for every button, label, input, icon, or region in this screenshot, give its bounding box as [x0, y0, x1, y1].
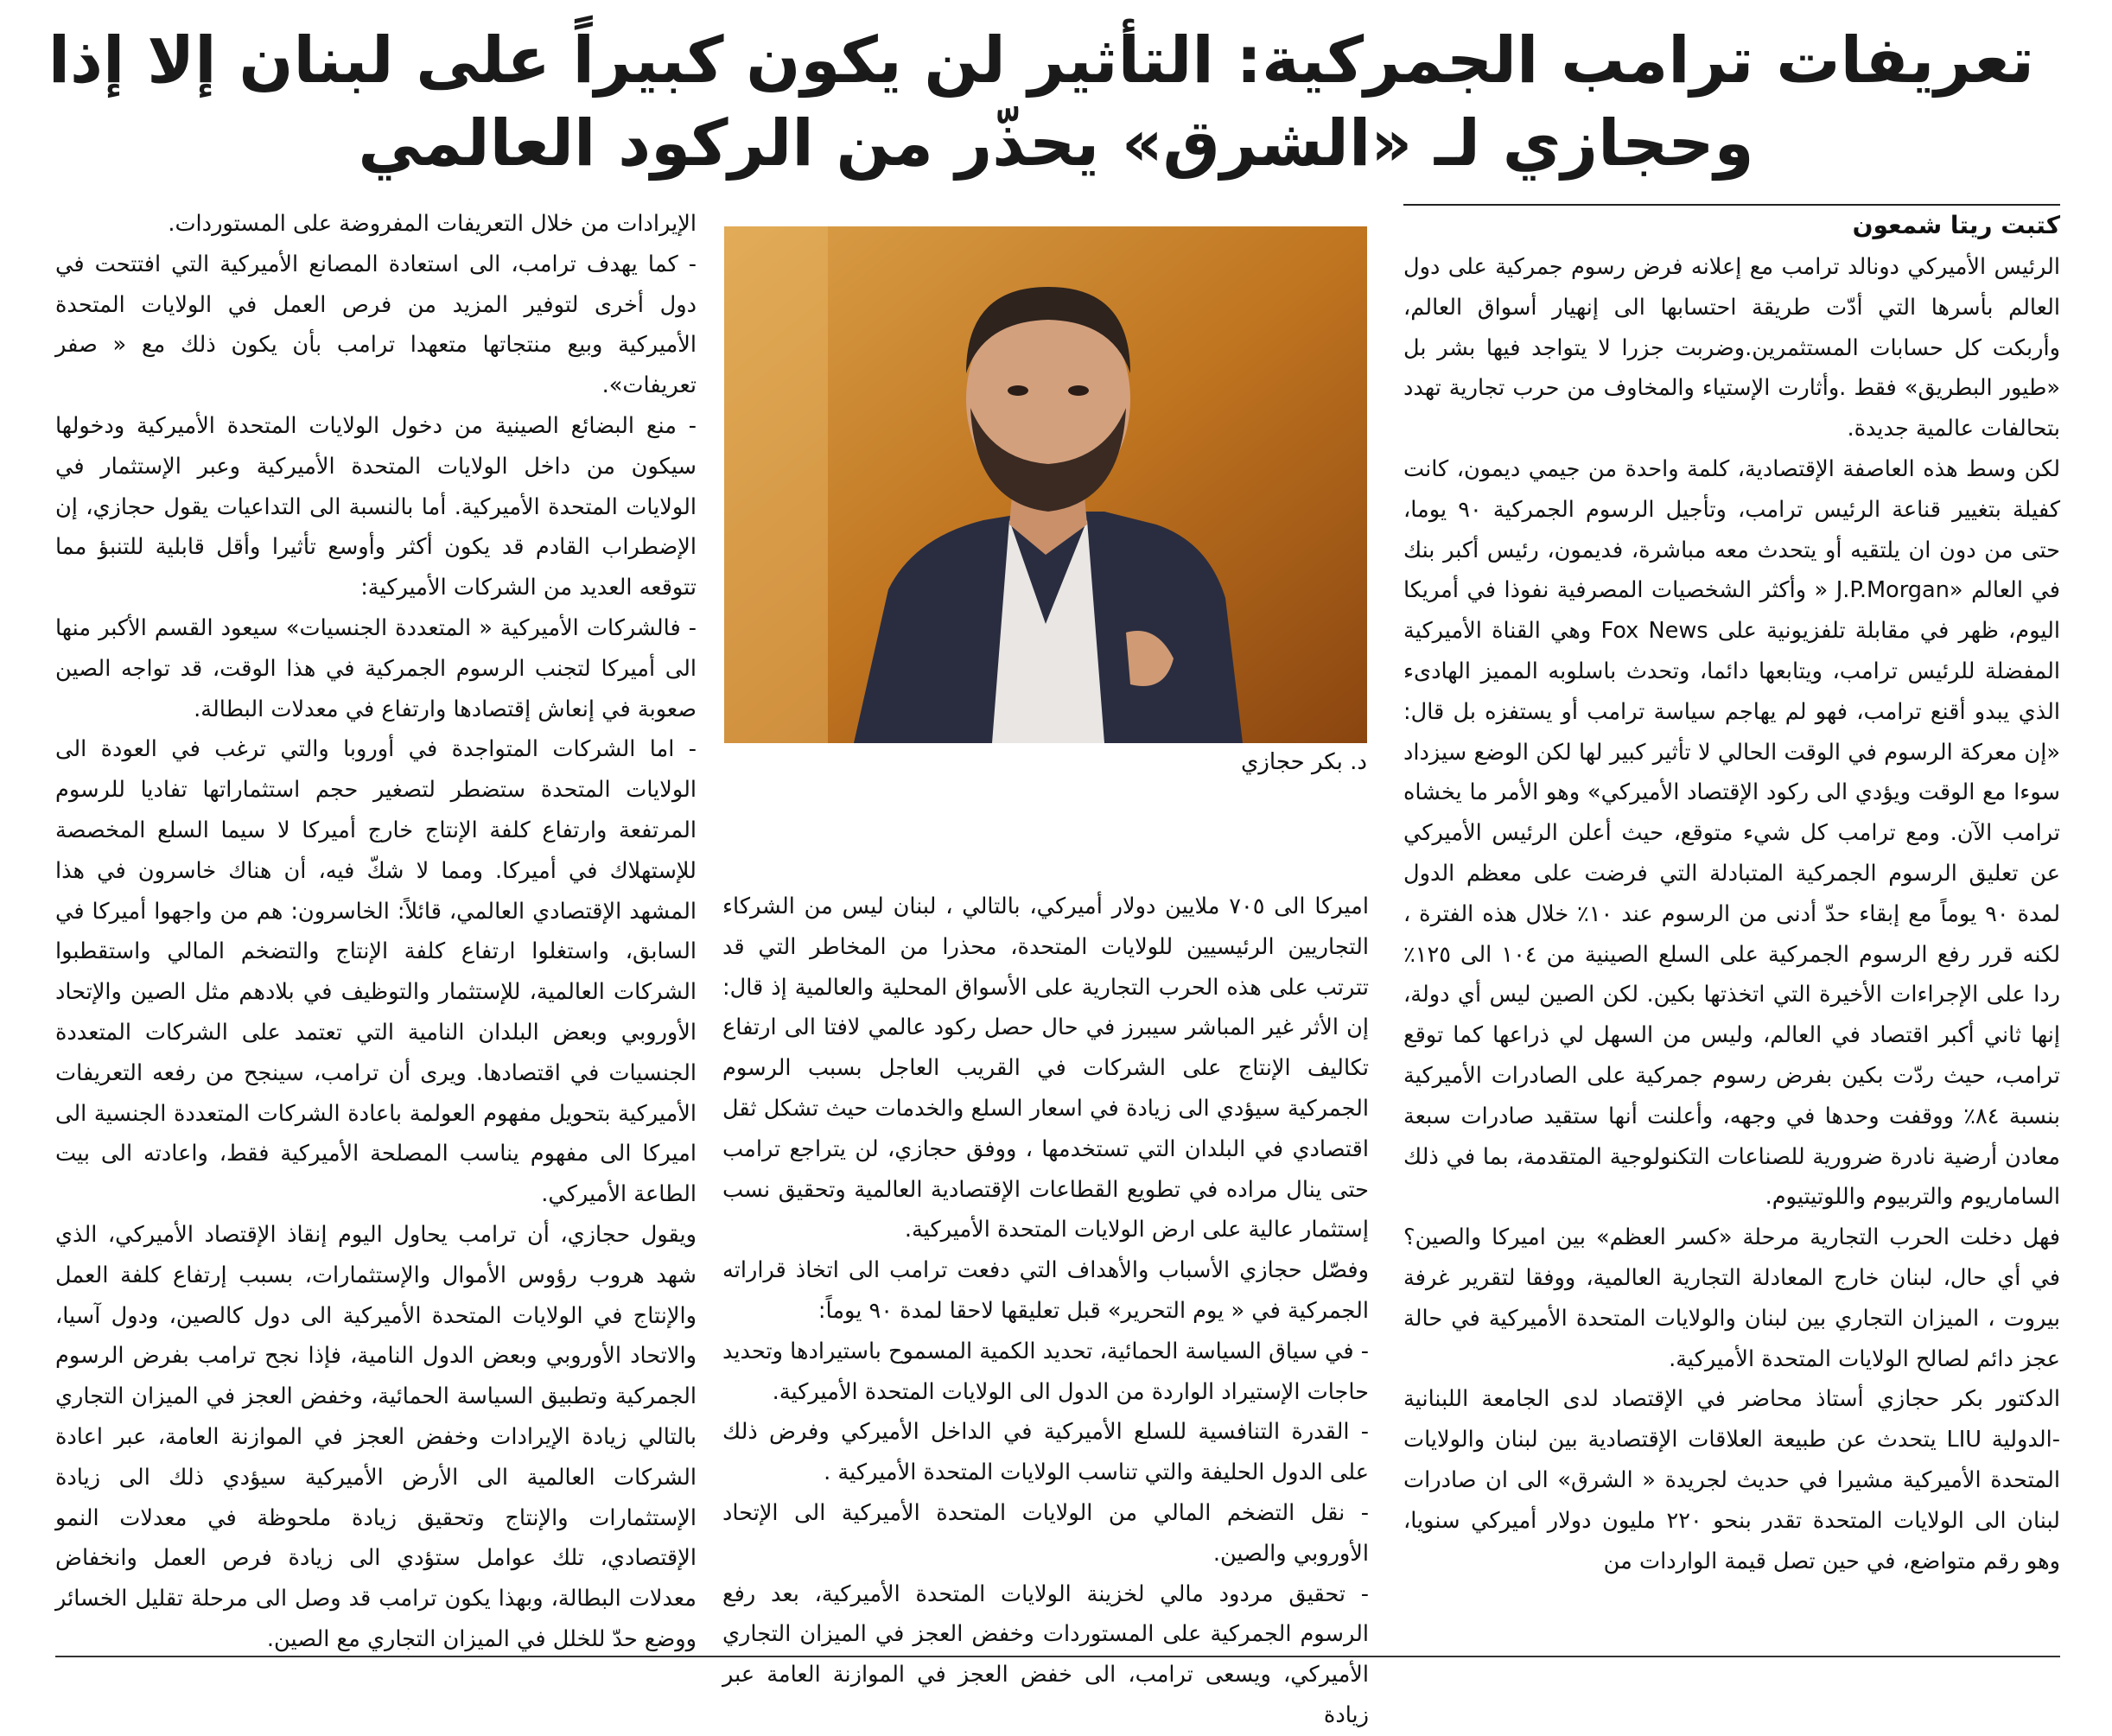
paragraph: ويقول حجازي، أن ترامب يحاول اليوم إنقاذ الإقتصاد الأميركي، الذي شهد هروب رؤوس الأموال والإستثمارات، بسبب إرتفاع كلفة العمل والإنتاج في الولايات المتحدة الأميركية الى دول كالصين، ودول آسيا، والاتحاد الأوروبي وبعض الدول النامية، فإذا نجح ترامب بفرض الرسوم الجمركية وتطبيق السياسة الحمائية، وخفض العجز في الميزان التجاري بالتالي زيادة الإيرادات وخفض العجز في الموازنة العامة، عبر اعادة الشركات العالمية الى الأرض الأميركية سيؤدي ذلك الى زيادة الإستثمارات والإنتاج وتحقيق زيادة ملحوظة في معدلات النمو الإقتصادي، تلك عوامل ستؤدي الى زيادة فرص العمل وانخفاض معدلات البطالة، وبهذا يكون ترامب قد وصل الى مرحلة تقليل الخسائر ووضع حدّ للخلل في الميزان التجاري مع الصين.: [55, 1221, 697, 1652]
headline-line-1: تعريفات ترامب الجمركية: التأثير لن يكون كبيراً على لبنان إلا إذا: [48, 23, 2034, 98]
paragraph: الإيرادات من خلال التعريفات المفروضة على المستوردات.: [168, 211, 697, 237]
article-column-left: [55, 204, 697, 1652]
paragraph: فهل دخلت الحرب التجارية مرحلة «كسر العظم» بين اميركا والصين؟ في أي حال، لبنان خارج المعادلة التجارية العالمية، ووفقا لتقرير غرفة بيروت ، الميزان التجاري بين لبنان والولايات المتحدة الأميركية في حالة عجز دائم لصالح الولايات المتحدة الأميركية.: [1403, 1224, 2060, 1372]
portrait-photo: [724, 226, 1367, 743]
photo-caption: د. بكر حجازي: [1241, 749, 1367, 775]
paragraph: لكن وسط هذه العاصفة الإقتصادية، كلمة واحدة من جيمي ديمون، كانت كفيلة بتغيير قناعة الرئيس ترامب، وتأجيل الرسوم الجمركية ٩٠ يوما، حتى من دون ان يلتقيه أو يتحدث معه مباشرة، فديمون، رئيس أكبر بنك في العالم «J.P.Morgan « وأكثر الشخصيات المصرفية نفوذا في أمريكا اليوم، ظهر في مقابلة تلفزيونية على Fox News وهي القناة الأميركية المفضلة للرئيس ترامب، ويتابعها دائما، وتحدث باسلوبه المميز الهادىء الذي يبدو أقنع ترامب، فهو لم يهاجم سياسة ترامب أو يستفزه بل قال: «إن معركة الرسوم في الوقت الحالي لا تأثير كبير لها لكن الوضع سيزداد سوءا مع الوقت ويؤدي الى ركود الإقتصاد الأميركي» وهو الأمر ما يخشاه ترامب الآن. ومع ترامب كل شيء متوقع، حيث أعلن الرئيس الأميركي عن تعليق الرسوم الجمركية المتبادلة التي فرضت على معظم الدول لمدة ٩٠ يوماً مع إبقاء حدّ أدنى من الرسوم عند ١٠٪ خلال هذه الفترة ، لكنه قرر رفع الرسوم الجمركية على السلع الصينية من ١٠٤ الى ١٢٥٪ ردا على الإجراءات الأخيرة التي اتخذتها بكين. لكن الصين ليس أي دولة، إنها ثاني أكبر اقتصاد في العالم، وليس من السهل لي ذراعها كما توقع ترامب، حيث ردّت بكين بفرض رسوم جمركية على الصادرات الأميركية بنسبة ٨٤٪ ووقفت وحدها في وجهه، وأعلنت أنها ستقيد صادرات سبعة معادن أرضية نادرة ضرورية للصناعات التكنولوجية المتقدمة، بما في ذلك الساماريوم والتربيوم واللوتيتيوم.: [1403, 455, 2061, 1211]
paragraph: - نقل التضخم المالي من الولايات المتحدة الأميركية الى الإتحاد الأوروبي والصين.: [722, 1499, 1369, 1567]
paragraph: - تحقيق مردود مالي لخزينة الولايات المتحدة الأميركية، بعد رفع الرسوم الجمركية على المستوردات وخفض العجز في الميزان التجاري الأميركي، ويسعى ترامب، الى خفض العجز في الموازنة العامة عبر زيادة: [722, 1580, 1369, 1728]
paragraph: اميركا الى ٧٠٥ ملايين دولار أميركي، بالتالي ، لبنان ليس من الشركاء التجاريين الرئيسيين للولايات المتحدة، محذرا من المخاطر التي قد تترتب على هذه الحرب التجارية على الأسواق المحلية والعالمية إذ قال: إن الأثر غير المباشر سيبرز في حال حصل ركود عالمي لافتا الى ارتفاع تكاليف الإنتاج على الشركات في القريب العاجل بسبب الرسوم الجمركية سيؤدي الى زيادة في اسعار السلع والخدمات حيث تشكل ثقل اقتصادي في البلدان التي تستخدمها ، ووفق حجازي، لن يتراجع ترامب حتى ينال مراده في تطويع القطاعات الإقتصادية العالمية وتحقيق نسب إستثمار عالية على ارض الولايات المتحدة الأميركية.: [722, 893, 1369, 1243]
paragraph: - في سياق السياسة الحمائية، تحديد الكمية المسموح باستيرادها وتحديد حاجات الإستيراد الواردة من الدول الى الولايات المتحدة الأميركية.: [722, 1338, 1369, 1405]
headline: [48, 19, 2034, 185]
paragraph: - فالشركات الأميركية « المتعددة الجنسيات» سيعود القسم الأكبر منها الى أميركا لتجنب الرسوم الجمركية في هذا الوقت، قد تواجه الصين صعوبة في إنعاش إقتصادها وارتفاع في معدلات البطالة.: [55, 614, 697, 722]
article-column-middle: [722, 887, 1369, 1728]
paragraph: - منع البضائع الصينية من دخول الولايات المتحدة الأميركية ودخولها سيكون من داخل الولايات المتحدة الأميركية وعبر الإستثمار في الولايات المتحدة الأميركية. أما بالنسبة الى التداعيات يقول حجازي، إن الإضطراب القادم قد يكون أكثر وأوسع تأثيرا وأقل قابلية للتنبؤ مما تتوقعه العديد من الشركات الأميركية:: [55, 412, 697, 601]
paragraph: - القدرة التنافسية للسلع الأميركية في الداخل الأميركي وفرض ذلك على الدول الحليفة والتي تناسب الولايات المتحدة الأميركية .: [722, 1419, 1369, 1486]
paragraph: - اما الشركات المتواجدة في أوروبا والتي ترغب في العودة الى الولايات المتحدة ستضطر لتصغير حجم استثماراتها تفاديا للرسوم المرتفعة وارتفاع كلفة الإنتاج خارج أميركا لا سيما السلع المخصصة للإستهلاك في أميركا. ومما لا شكّ فيه، أن هناك خاسرون في هذا المشهد الإقتصادي العالمي، قائلاً: الخاسرون: هم من واجهوا أميركا في السابق، واستغلوا ارتفاع كلفة الإنتاج والتضخم المالي واستقطبوا الشركات العالمية، للإستثمار والتوظيف في بلادهم مثل الصين والإتحاد الأوروبي وبعض البلدان النامية التي تعتمد على الشركات المتعددة الجنسيات في اقتصادها. ويرى أن ترامب، سينجح من رفعه التعريفات الأميركية بتحويل مفهوم العولمة باعادة الشركات المتعددة الجنسية الى اميركا الى مفهوم يناسب المصلحة الأميركية فقط، واعادته الى بيت الطاعة الأميركي.: [55, 736, 697, 1208]
headline-line-2: وحجازي لـ «الشرق» يحذّر من الركود العالمي: [358, 106, 1754, 181]
paragraph: - كما يهدف ترامب، الى استعادة المصانع الأميركية التي افتتحت في دول أخرى لتوفير المزيد من فرص العمل في الولايات المتحدة الأميركية وبيع منتجاتها متعهدا ترامب بأن يكون ذلك مع « صفر تعريفات».: [55, 251, 697, 399]
paragraph: الرئيس الأميركي دونالد ترامب مع إعلانه فرض رسوم جمركية على دول العالم بأسرها التي أدّت طريقة احتسابها الى إنهيار أسواق العالم، وأربكت كل حسابات المستثمرين.وضربت جزرا لا يتواجد فيها بشر بل «طيور البطريق» فقط .وأثارت الإستياء والمخاوف من حرب تجارية تهدد بتحالفات عالمية جديدة.: [1403, 254, 2060, 442]
article-column-right: [1403, 204, 2060, 1652]
paragraph: وفصّل حجازي الأسباب والأهداف التي دفعت ترامب الى اتخاذ قراراته الجمركية في « يوم التحرير» قبل تعليقها لاحقا لمدة ٩٠ يوماً:: [722, 1257, 1369, 1324]
paragraph: الدكتور بكر حجازي أستاذ محاضر في الإقتصاد لدى الجامعة اللبنانية -الدولية LIU يتحدث عن طبيعة العلاقات الإقتصادية بين لبنان والولايات المتحدة الأميركية مشيرا في حديث لجريدة « الشرق» الى ان صادرات لبنان الى الولايات المتحدة تقدر بنحو ٢٢٠ مليون دولار أميركي سنويا، وهو رقم متواضع، في حين تصل قيمة الواردات من: [1403, 1386, 2060, 1574]
bottom-divider: [55, 1656, 2060, 1657]
byline: كتبت ريتا شمعون: [1403, 204, 2060, 245]
portrait-illustration: [724, 226, 1367, 743]
